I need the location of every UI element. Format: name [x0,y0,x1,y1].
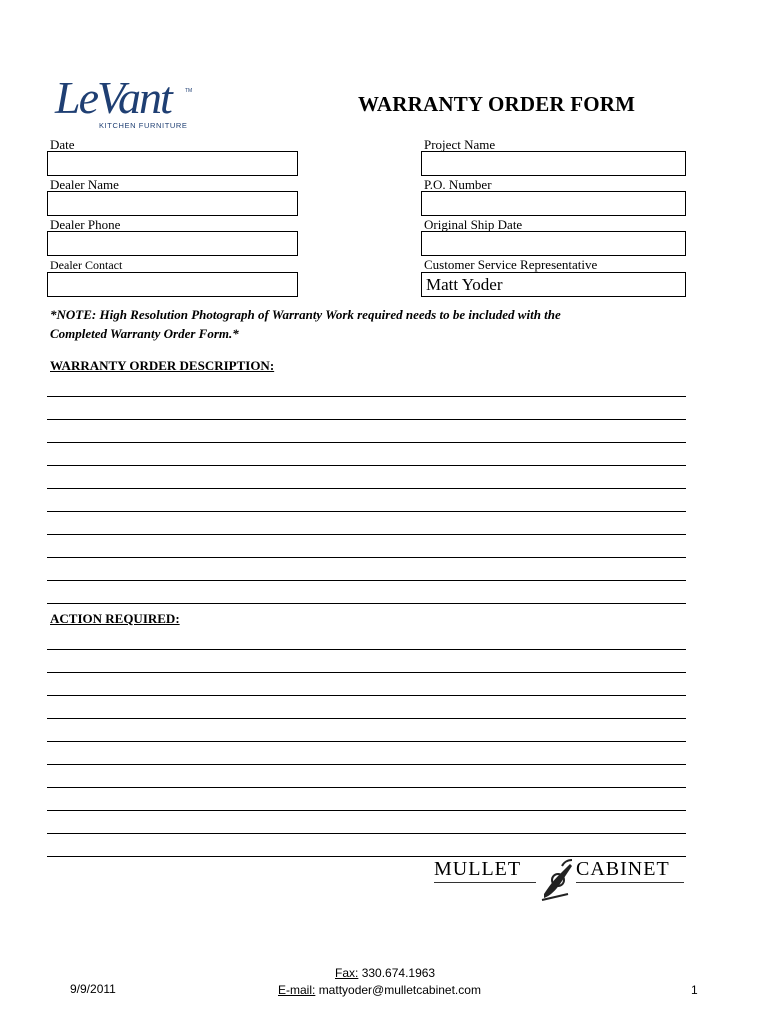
note-line-1: *NOTE: High Resolution Photograph of Warranty Work required needs to be included with the [50,307,561,322]
original-ship-date-label: Original Ship Date [424,217,523,232]
action-line[interactable] [47,856,686,857]
description-line[interactable] [47,511,686,512]
action-line[interactable] [47,672,686,673]
fax-value: 330.674.1963 [361,966,436,980]
dealer-contact-field[interactable] [47,272,298,297]
csr-field[interactable]: Matt Yoder [421,272,686,297]
project-name-field[interactable] [421,151,686,176]
action-line[interactable] [47,741,686,742]
description-line[interactable] [47,442,686,443]
date-label: Date [50,137,75,152]
levant-logo [55,72,205,134]
description-line[interactable] [47,419,686,420]
action-line[interactable] [47,649,686,650]
footer-email [278,983,481,997]
action-line[interactable] [47,718,686,719]
action-line[interactable] [47,764,686,765]
cabinet-wordmark: CABINET [576,858,670,880]
po-number-label: P.O. Number [424,177,492,192]
action-heading: ACTION REQUIRED: [50,611,180,626]
description-line[interactable] [47,396,686,397]
mullet-cabinet-logo [434,858,689,904]
description-line[interactable] [47,603,686,604]
dealer-phone-label: Dealer Phone [50,217,121,232]
action-line[interactable] [47,787,686,788]
email-label: E-mail: [278,983,316,997]
original-ship-date-field[interactable] [421,231,686,256]
logo-rule-right [576,882,684,883]
description-line[interactable] [47,534,686,535]
description-line[interactable] [47,580,686,581]
fax-label: Fax: [335,966,359,980]
logo-wordmark: LeVant [55,72,171,123]
form-title: WARRANTY ORDER FORM [358,92,636,116]
photo-note [50,305,561,343]
logo-rule-left [434,882,536,883]
description-line[interactable] [47,557,686,558]
action-line[interactable] [47,833,686,834]
logo-subtitle: KITCHEN FURNITURE [99,121,188,130]
action-line[interactable] [47,810,686,811]
project-name-label: Project Name [424,137,496,152]
mullet-wordmark: MULLET [434,858,522,880]
dealer-name-field[interactable] [47,191,298,216]
note-line-2: Completed Warranty Order Form.* [50,326,239,341]
dealer-name-label: Dealer Name [50,177,119,192]
action-line[interactable] [47,695,686,696]
logo-trademark: TM [185,88,193,94]
dealer-phone-field[interactable] [47,231,298,256]
description-line[interactable] [47,465,686,466]
dealer-contact-label: Dealer Contact [50,258,123,272]
description-heading: WARRANTY ORDER DESCRIPTION: [50,358,275,373]
po-number-field[interactable] [421,191,686,216]
plane-tool-icon [538,858,576,902]
description-line[interactable] [47,488,686,489]
footer-date: 9/9/2011 [70,982,116,996]
csr-label: Customer Service Representative [424,257,598,272]
footer-fax [335,966,435,980]
date-field[interactable] [47,151,298,176]
email-value: mattyoder@mulletcabinet.com [318,983,481,997]
page-number: 1 [691,983,698,997]
